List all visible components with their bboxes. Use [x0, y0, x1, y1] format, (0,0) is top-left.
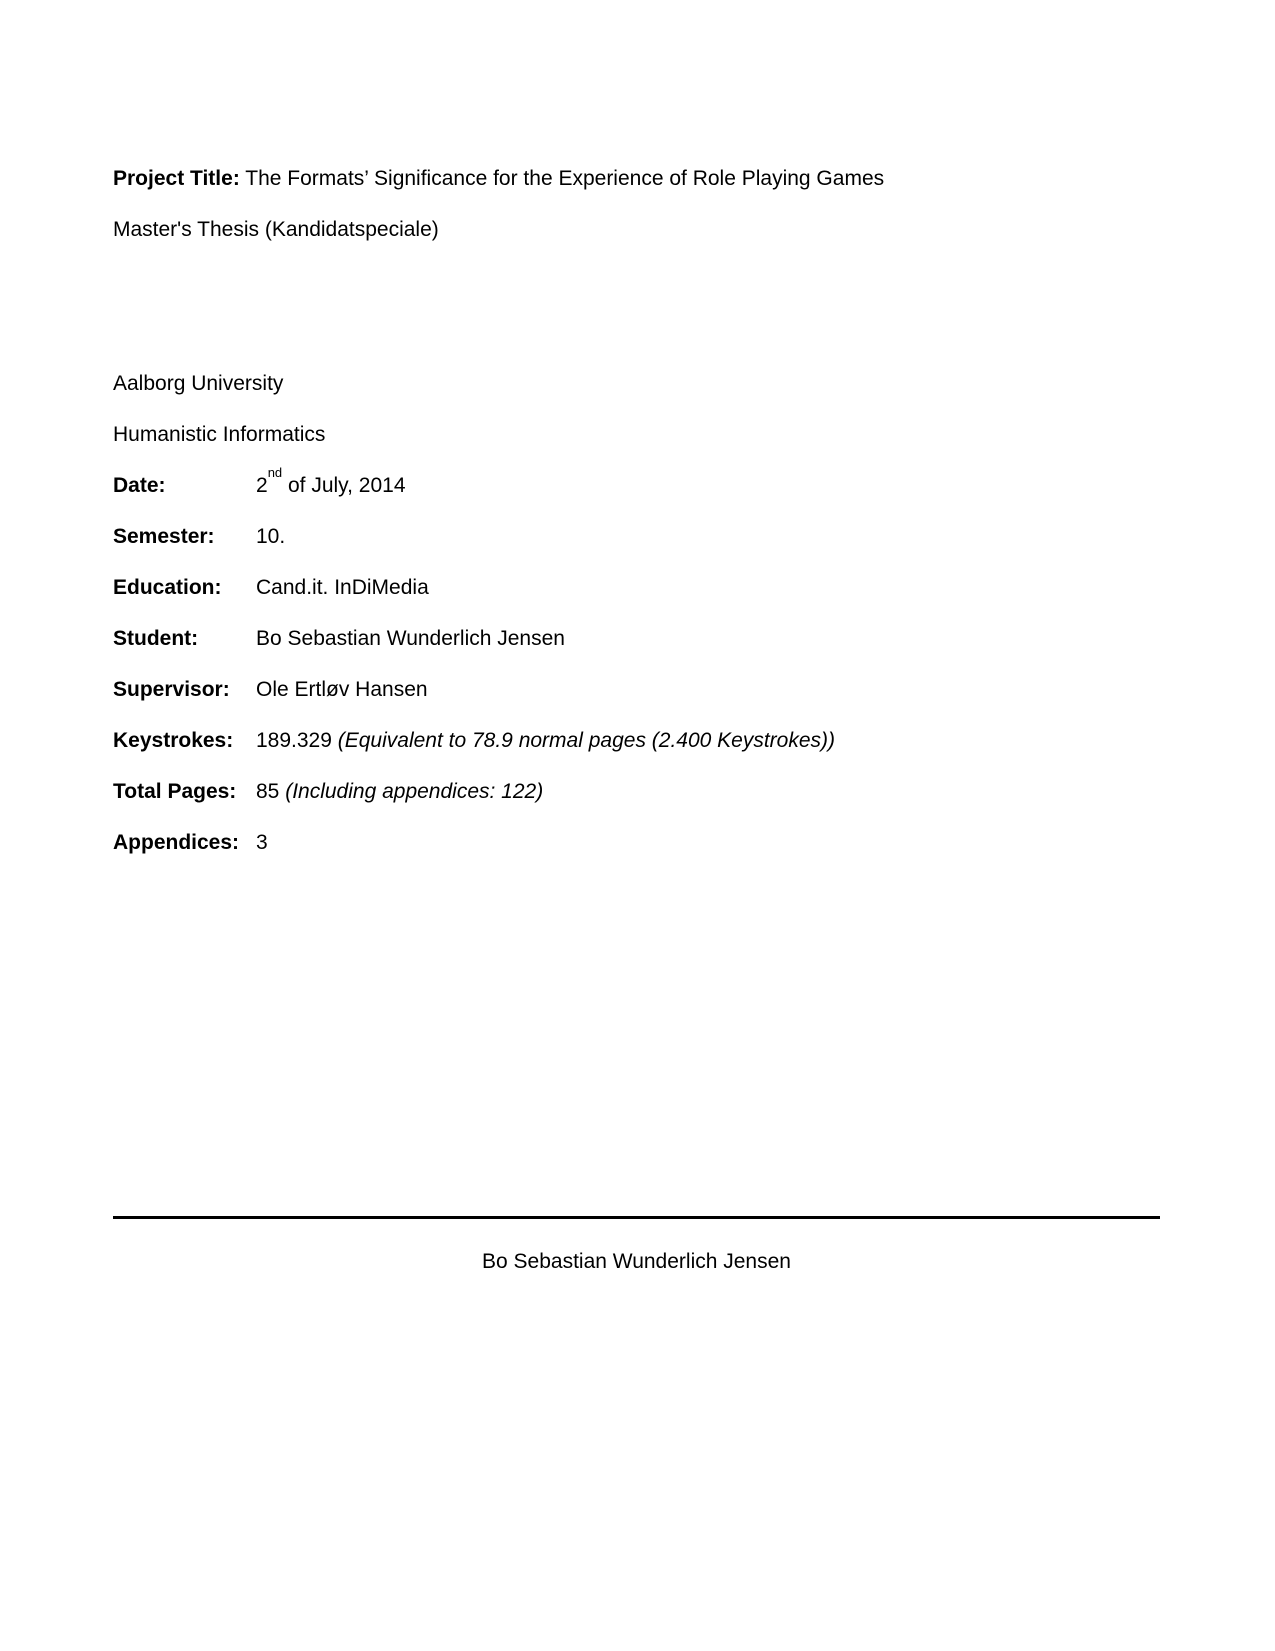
- total-pages-number: 85: [256, 780, 286, 803]
- stat-row-appendices: [113, 832, 1160, 854]
- detail-row-date: [113, 465, 1160, 497]
- stat-row-keystrokes: [113, 730, 1160, 752]
- date-ordinal: nd: [267, 465, 283, 480]
- document-content: [113, 168, 1160, 883]
- thesis-type: Master's Thesis (Kandidatspeciale): [113, 218, 439, 241]
- signature-block: [113, 1216, 1160, 1273]
- total-pages-label: Total Pages:: [113, 780, 237, 803]
- date-label: Date:: [113, 474, 166, 497]
- department-name: Humanistic Informatics: [113, 423, 326, 446]
- date-rest: of July, 2014: [282, 474, 406, 497]
- project-title-text: The Formats’ Significance for the Experience of Role Playing Games: [239, 167, 885, 190]
- supervisor-label: Supervisor:: [113, 678, 230, 701]
- project-title-line: [113, 168, 1160, 190]
- student-label: Student:: [113, 627, 199, 650]
- supervisor-value: Ole Ertløv Hansen: [256, 678, 428, 701]
- project-title-label: Project Title:: [113, 167, 240, 190]
- appendices-value: 3: [256, 831, 268, 854]
- student-value: Bo Sebastian Wunderlich Jensen: [256, 627, 565, 650]
- keystrokes-label: Keystrokes:: [113, 729, 234, 752]
- total-pages-value: [256, 781, 1160, 803]
- keystrokes-value: [256, 730, 1160, 752]
- total-pages-note: (Including appendices: 122): [285, 780, 544, 803]
- university-name: Aalborg University: [113, 372, 284, 395]
- education-label: Education:: [113, 576, 222, 599]
- detail-row-education: [113, 577, 1160, 599]
- stat-row-total-pages: [113, 781, 1160, 803]
- detail-row-supervisor: [113, 679, 1160, 701]
- signature-name: Bo Sebastian Wunderlich Jensen: [482, 1250, 791, 1273]
- appendices-label: Appendices:: [113, 831, 240, 854]
- education-value: Cand.it. InDiMedia: [256, 576, 429, 599]
- detail-row-student: [113, 628, 1160, 650]
- date-value: [256, 465, 1160, 497]
- semester-value: 10.: [256, 525, 286, 548]
- keystrokes-note: (Equivalent to 78.9 normal pages (2.400 Keystrokes)): [337, 729, 836, 752]
- semester-label: Semester:: [113, 525, 215, 548]
- date-day: 2: [256, 474, 268, 497]
- detail-row-semester: [113, 526, 1160, 548]
- keystrokes-number: 189.329: [256, 729, 338, 752]
